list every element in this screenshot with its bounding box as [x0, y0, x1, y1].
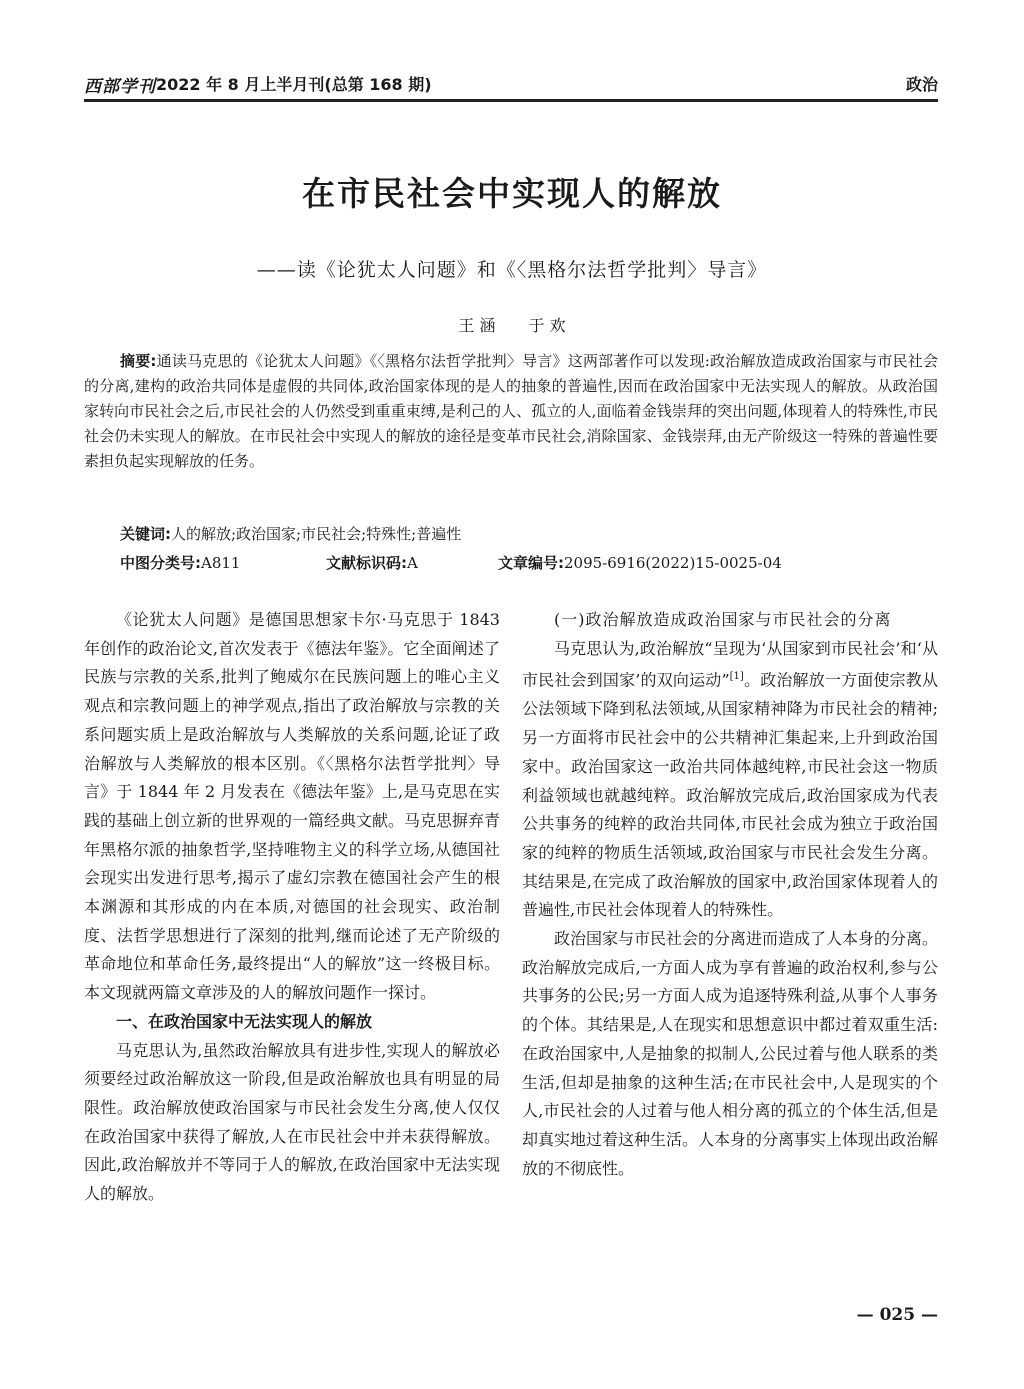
- abstract-text: 通读马克思的《论犹太人问题》《〈黑格尔法哲学批判〉导言》这两部著作可以发现:政治解放造成政治国家与市民社会的分离,建构的政治共同体是虚假的共同体,政治国家体现的是人的抽象的普遍性,因而在政治国家中无法实现人的解放。从政治国家转向市民社会之后,市民社会的人仍然受到重重束缚,是利己的人、孤立的人,面临着金钱崇拜的突出问题,体现着人的特殊性,市民社会仍未实现人的解放。在市民社会中实现人的解放的途径是变革市民社会,消除国家、金钱崇拜,由无产阶级这一特殊的普遍性要素担负起实现解放的任务。: [84, 352, 939, 470]
- clc-label: 中图分类号:: [120, 554, 201, 572]
- document-code: [326, 552, 418, 573]
- body-paragraph: 《论犹太人问题》是德国思想家卡尔·马克思于 1843 年创作的政治论文,首次发表于《德法年鉴》。它全面阐述了民族与宗教的关系,批判了鲍威尔在民族问题上的唯心主义观点和宗教问题上的神学观点,指出了政治解放与宗教的关系问题实质上是政治解放与人类解放的关系问题,论证了政治解放与人类解放的根本区别。《〈黑格尔法哲学批判〉导言》于 1844 年 2 月发表在《德法年鉴》上,是马克思在实践的基础上创立新的世界观的一篇经典文献。马克思摒弃青年黑格尔派的抽象哲学,坚持唯物主义的科学立场,从德国社会现实出发进行思考,揭示了虚幻宗教在德国社会产生的根本渊源和其形成的内在本质,对德国的社会现实、政治制度、法哲学思想进行了深刻的批判,继而论述了无产阶级的革命地位和革命任务,最终提出“人的解放”这一终极目标。本文现就两篇文章涉及的人的解放问题作一探讨。: [84, 610, 501, 1003]
- subsection-heading: (一)政治解放造成政治国家与市民社会的分离: [554, 610, 892, 629]
- issue-info: 2022 年 8 月上半月刊(总第 168 期): [156, 75, 432, 94]
- keywords-text: 人的解放;政治国家;市民社会;特殊性;普遍性: [171, 525, 462, 543]
- article-number: [498, 552, 782, 573]
- author-name: 于 欢: [528, 316, 566, 335]
- author-name: 王 涵: [458, 316, 496, 335]
- page-number: — 025 —: [856, 1305, 938, 1325]
- article-label: 文章编号:: [498, 554, 564, 572]
- section-heading: 一、在政治国家中无法实现人的解放: [116, 1011, 373, 1031]
- body-paragraph: 政治国家与市民社会的分离进而造成了人本身的分离。政治解放完成后,一方面人成为享有普遍的政治权利,参与公共事务的公民;另一方面人成为追逐特殊利益,从事个人事务的个体。其结果是,人在现实和思想意识中都过着双重生活:在政治国家中,人是抽象的拟制人,公民过着与他人联系的类生活,但却是抽象的这种生活;在市民社会中,人是现实的个人,市民社会的人过着与他人相分离的孤立的个体生活,但是却真实地过着这种生活。人本身的分离事实上体现出政治解放的不彻底性。: [522, 929, 939, 1178]
- body-column-right: [522, 606, 938, 1183]
- article-subtitle: ——读《论犹太人问题》和《〈黑格尔法哲学批判〉导言》: [256, 259, 768, 281]
- author-line: [0, 313, 1024, 336]
- paragraph-text: 马克思认为,政治解放“呈现为‘从国家到市民社会’和‘从市民社会到国家’的双向运动”: [522, 638, 938, 690]
- doc-label: 文献标识码:: [326, 554, 407, 572]
- paragraph-text: 。政治解放一方面使宗教从公法领域下降到私法领域,从国家精神降为市民社会的精神;另一方面将市民社会中的公共精神汇集起来,上升到政治国家中。政治国家这一政治共同体越纯粹,市民社会这一物质利益领域也就越纯粹。政治解放完成后,政治国家成为代表公共事务的纯粹的政治共同体,市民社会成为独立于政治国家的纯粹的物质生活领域,政治国家与市民社会发生分离。其结果是,在完成了政治解放的国家中,政治国家体现着人的普遍性,市民社会体现着人的特殊性。: [522, 670, 938, 920]
- citation-marker: [1]: [729, 671, 744, 683]
- journal-logo: 西部学刊: [84, 77, 156, 97]
- header-rule: [84, 99, 938, 102]
- body-column-left: [84, 606, 500, 1209]
- article-title: 在市民社会中实现人的解放: [302, 174, 722, 213]
- body-paragraph: [522, 635, 938, 925]
- abstract-label: 摘要:: [120, 352, 157, 370]
- clc-value: A811: [201, 554, 241, 572]
- article-value: 2095-6916(2022)15-0025-04: [564, 554, 782, 572]
- keywords: [120, 523, 461, 544]
- section-label: 政治: [905, 75, 938, 94]
- abstract: [84, 349, 938, 474]
- clc-number: [120, 552, 240, 573]
- doc-value: A: [407, 554, 418, 572]
- running-header: [84, 68, 938, 102]
- body-paragraph: 马克思认为,虽然政治解放具有进步性,实现人的解放必须要经过政治解放这一阶段,但是政治解放也具有明显的局限性。政治解放使政治国家与市民社会发生分离,使人仅仅在政治国家中获得了解放,人在市民社会中并未获得解放。因此,政治解放并不等同于人的解放,在政治国家中无法实现人的解放。: [84, 1040, 500, 1204]
- keywords-label: 关键词:: [120, 525, 171, 543]
